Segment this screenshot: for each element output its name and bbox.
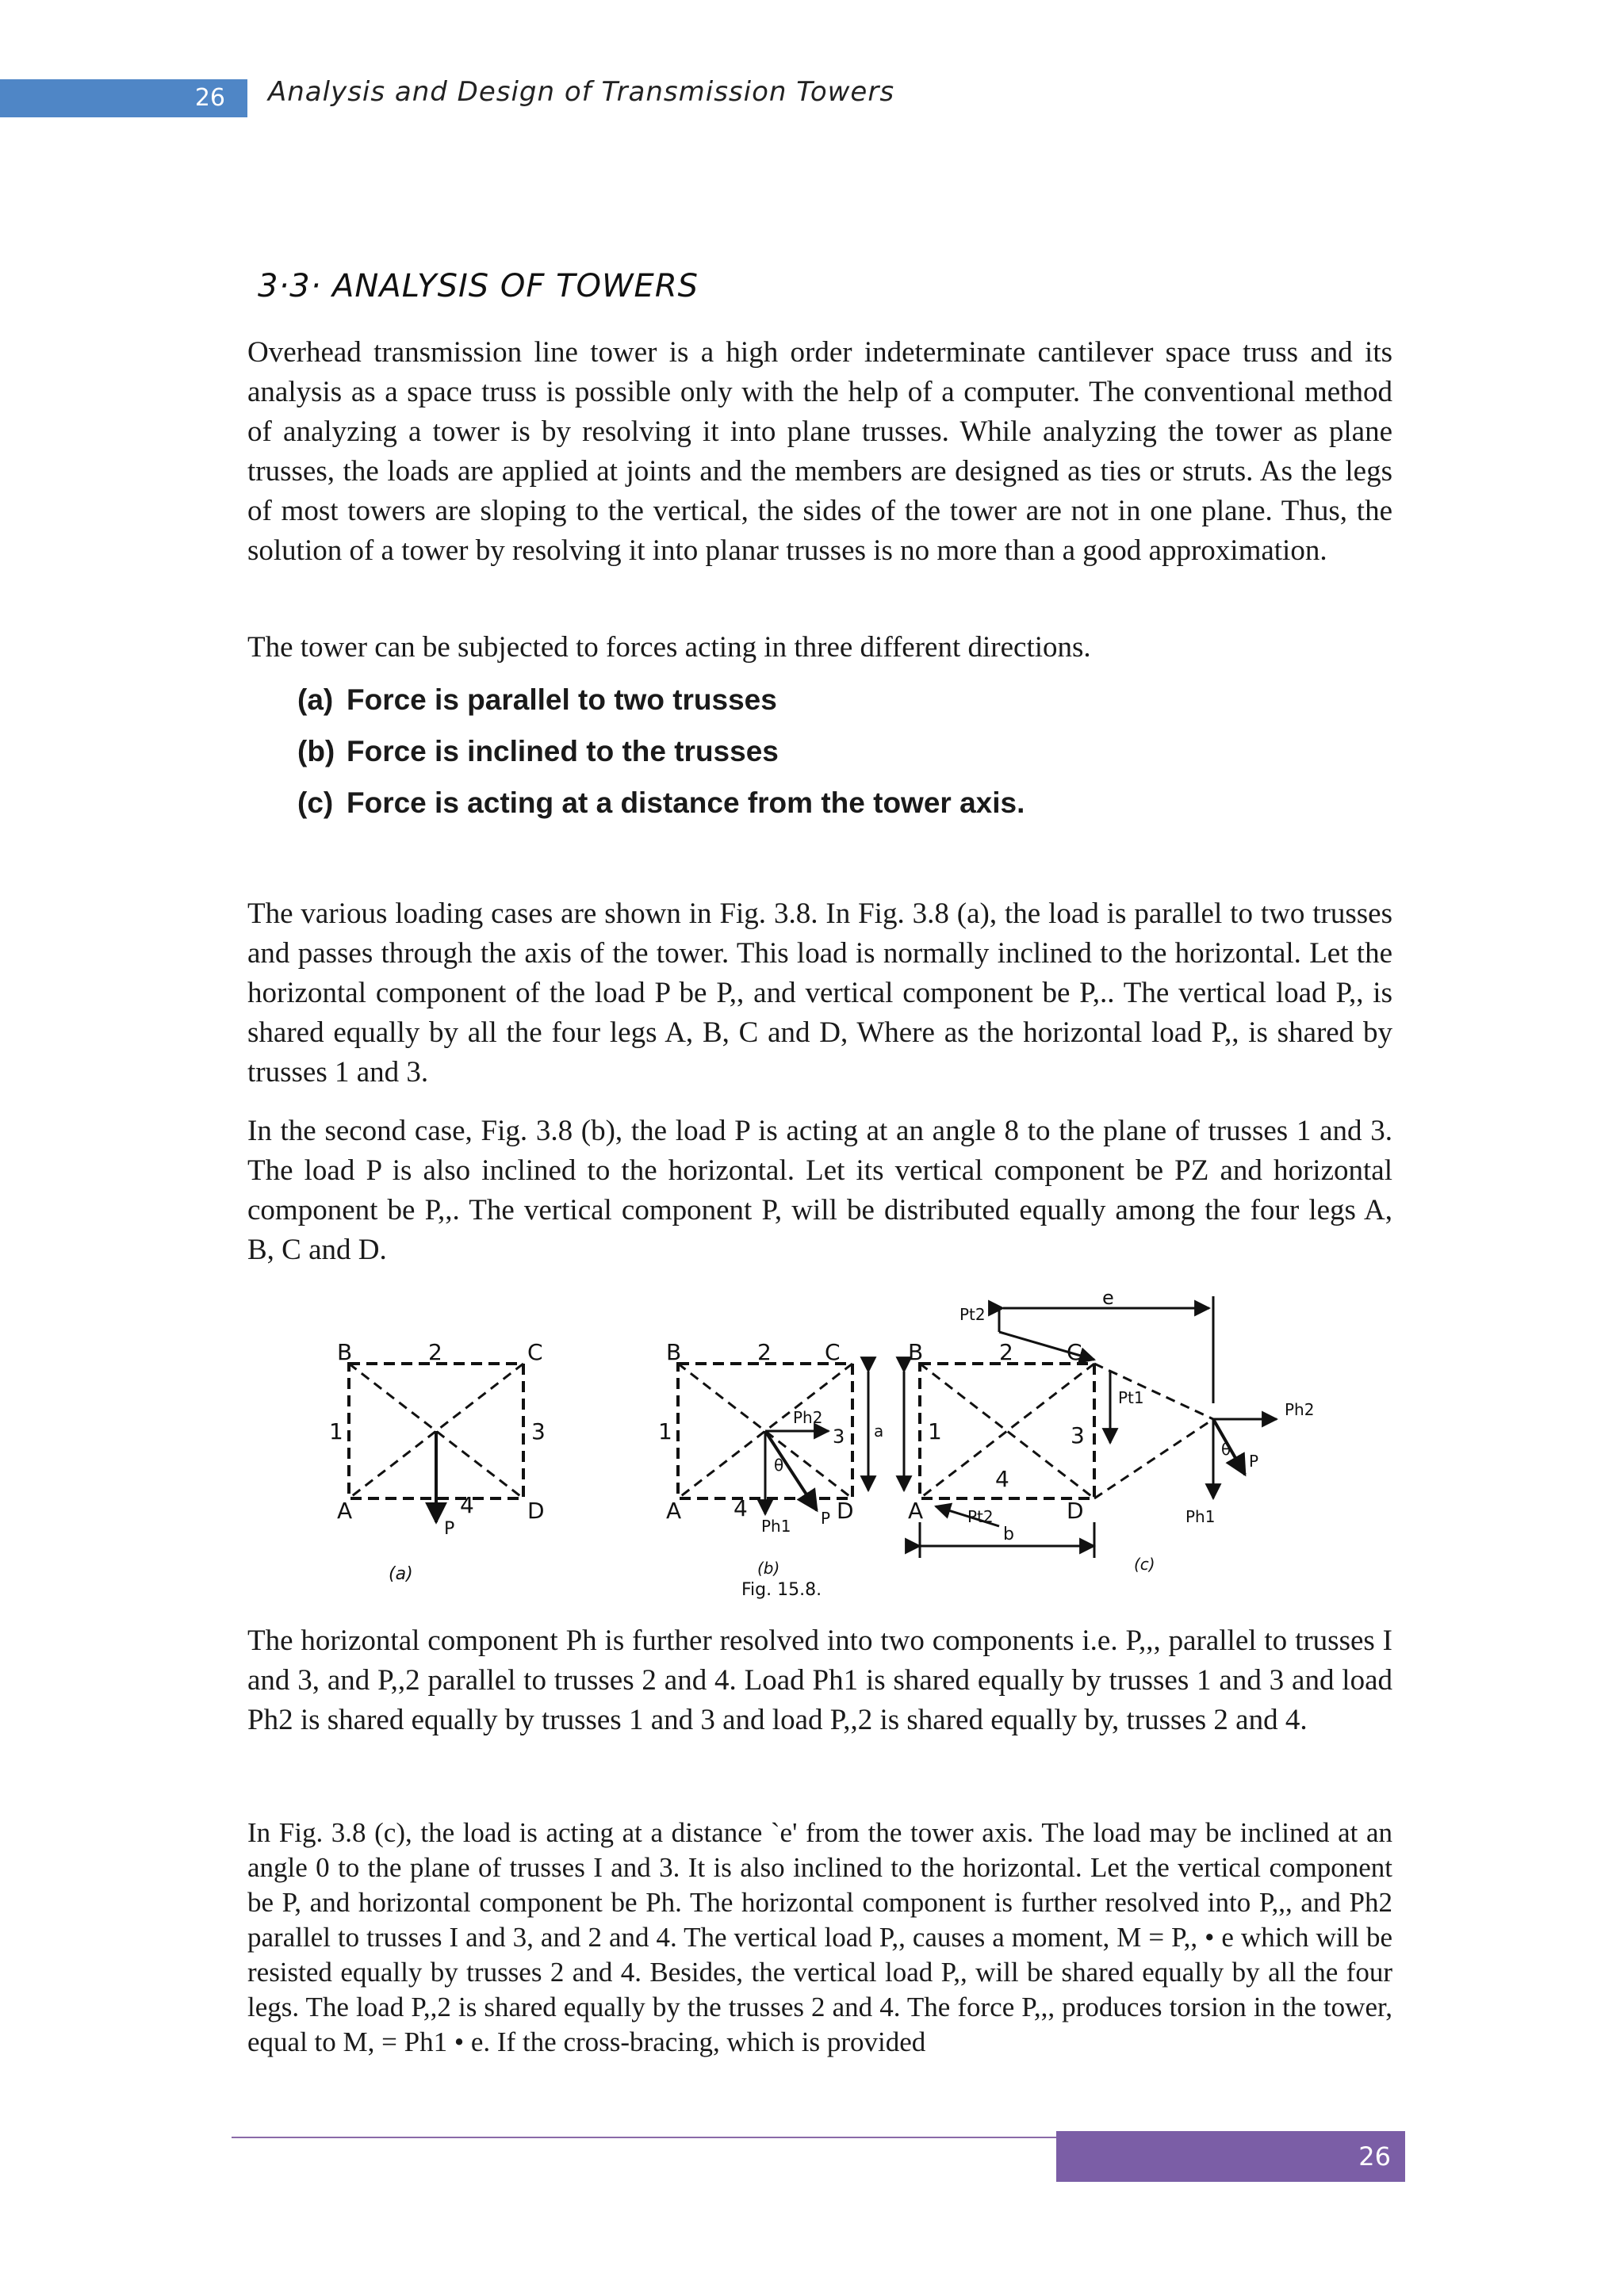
truss-2-label: 2 bbox=[757, 1339, 772, 1365]
panel-b-diagram bbox=[658, 1339, 883, 1600]
panel-b-caption: (b) bbox=[757, 1559, 780, 1578]
ph1-label: Ph1 bbox=[761, 1517, 791, 1536]
dim-b-label: b bbox=[1003, 1525, 1014, 1544]
leg-a-label: A bbox=[666, 1498, 682, 1524]
loading-cases-figure bbox=[301, 1284, 1411, 1617]
footer-page-number: 26 bbox=[1056, 2131, 1405, 2182]
leg-a-label: A bbox=[337, 1498, 353, 1524]
list-item bbox=[297, 732, 1025, 783]
truss-4-label: 4 bbox=[995, 1466, 1009, 1492]
ph2-label: Ph2 bbox=[793, 1408, 823, 1427]
leg-c-label: C bbox=[527, 1339, 543, 1365]
leg-d-label: D bbox=[1067, 1498, 1084, 1524]
leg-b-label: B bbox=[908, 1339, 924, 1365]
panel-a-caption: (a) bbox=[389, 1564, 413, 1584]
leg-c-label: C bbox=[1067, 1339, 1082, 1365]
panel-c-caption: (c) bbox=[1134, 1555, 1155, 1574]
truss-1-label: 1 bbox=[329, 1418, 343, 1445]
paragraph-second-case: In the second case, Fig. 3.8 (b), the load P is acting at an angle 8 to the plane of trusses 1 and 3. The load P is also inclined to the horizontal. Let its vertical component be PZ and horizontal component be P,,. The vertical component P, will be distributed equally among the four legs A, B, C and D. bbox=[247, 1115, 1392, 1266]
truss-4-label: 4 bbox=[733, 1495, 748, 1521]
list-item-text: Force is acting at a distance from the tower axis. bbox=[347, 786, 1025, 819]
ph1-label: Ph1 bbox=[1185, 1507, 1216, 1526]
truss-1-label: 1 bbox=[658, 1418, 672, 1445]
leg-a-label: A bbox=[908, 1498, 924, 1524]
figure-svg bbox=[301, 1284, 1411, 1617]
list-item-label: (a) bbox=[297, 683, 334, 716]
force-cases-list bbox=[297, 680, 1025, 835]
truss-4-label: 4 bbox=[460, 1492, 474, 1518]
truss-1-label: 1 bbox=[928, 1418, 942, 1445]
list-item-label: (b) bbox=[297, 735, 335, 767]
leg-d-label: D bbox=[527, 1498, 545, 1524]
paragraph-third-case: In Fig. 3.8 (c), the load is acting at a distance `e' from the tower axis. The load may be inclined at an angle 0 to the plane of trusses I and 3. It is also inclined to the horizontal. Let the vertical component be P, and horizontal component be Ph. The horizontal component is further resolved into P,,, and Ph2 parallel to trusses I and 3, and 2 and 4. The vertical load P,, causes a moment, M = P,, • e which will be resisted equally by trusses 2 and 4. Besides, the vertical load P,, will be shared equally by all the four legs. The load P,,2 is shared equally by the trusses 2 and 4. The force P,,, produces torsion in the tower, equal to M, = Ph1 • e. If the cross-bracing, which is provided bbox=[247, 1817, 1392, 2057]
running-title: Analysis and Design of Transmission Towers bbox=[268, 76, 895, 108]
list-item-text: Force is inclined to the trusses bbox=[347, 735, 779, 767]
pt1-label: Pt1 bbox=[1118, 1388, 1144, 1407]
pt2-label: Pt2 bbox=[967, 1507, 994, 1526]
paragraph-loading-cases: The various loading cases are shown in Fig. 3.8. In Fig. 3.8 (a), the load is parallel to two trusses and passes through the axis of the tower. This load is normally inclined to the horizontal. Let the horizontal component of the load P be P,, and vertical component be P,.. The vertical load P,, is shared equally by all the four legs A, B, C and D, Where as the horizontal load P,, is shared by trusses 1 and 3. bbox=[247, 897, 1392, 1089]
theta-label: θ bbox=[1221, 1440, 1231, 1459]
ph2-label: Ph2 bbox=[1285, 1400, 1315, 1419]
leg-b-label: B bbox=[337, 1339, 353, 1365]
figure-caption: Fig. 15.8. bbox=[741, 1580, 822, 1600]
truss-2-label: 2 bbox=[428, 1339, 442, 1365]
leg-b-label: B bbox=[666, 1339, 682, 1365]
section-heading: 3·3· ANALYSIS OF TOWERS bbox=[258, 268, 699, 304]
pt2-label: Pt2 bbox=[959, 1305, 986, 1324]
panel-c-diagram bbox=[904, 1287, 1314, 1574]
load-p-label: P bbox=[1249, 1452, 1259, 1471]
paragraph-forces: The tower can be subjected to forces acting in three different directions. bbox=[247, 631, 1091, 664]
leg-d-label: D bbox=[837, 1498, 854, 1524]
truss-3-label: 3 bbox=[833, 1425, 845, 1448]
truss-3-label: 3 bbox=[531, 1418, 546, 1445]
dim-a-label: a bbox=[874, 1422, 884, 1441]
list-item bbox=[297, 783, 1025, 835]
load-p-label: P bbox=[444, 1519, 455, 1539]
paragraph-horizontal-component: The horizontal component Ph is further resolved into two components i.e. P,,, parallel to trusses I and 3, and P,,2 parallel to trusses 2 and 4. Load Ph1 is shared equally by trusses 1 and 3 and load Ph2 is shared equally by trusses 1 and 3 and load P,,2 is shared equally by, trusses 2 and 4. bbox=[247, 1624, 1392, 1736]
list-item-label: (c) bbox=[297, 786, 334, 819]
paragraph-intro: Overhead transmission line tower is a high order indeterminate cantilever space truss and its analysis as a space truss is possible only with the help of a computer. The conventional method of analyzing a tower is by resolving it into plane trusses. While analyzing the tower as plane trusses, the loads are applied at joints and the members are designed as ties or struts. As the legs of most towers are sloping to the vertical, the sides of the tower are not in one plane. Thus, the solution of a tower by resolving it into planar trusses is no more than a good approximation. bbox=[247, 336, 1392, 567]
header-page-number: 26 bbox=[0, 79, 247, 117]
truss-2-label: 2 bbox=[999, 1339, 1013, 1365]
load-p-label: P bbox=[821, 1509, 831, 1528]
leg-c-label: C bbox=[825, 1339, 841, 1365]
list-item-text: Force is parallel to two trusses bbox=[347, 683, 777, 716]
dim-e-label: e bbox=[1102, 1287, 1114, 1309]
list-item bbox=[297, 680, 1025, 732]
theta-label: θ bbox=[774, 1456, 784, 1475]
truss-3-label: 3 bbox=[1071, 1422, 1085, 1448]
panel-a-diagram bbox=[329, 1339, 546, 1584]
